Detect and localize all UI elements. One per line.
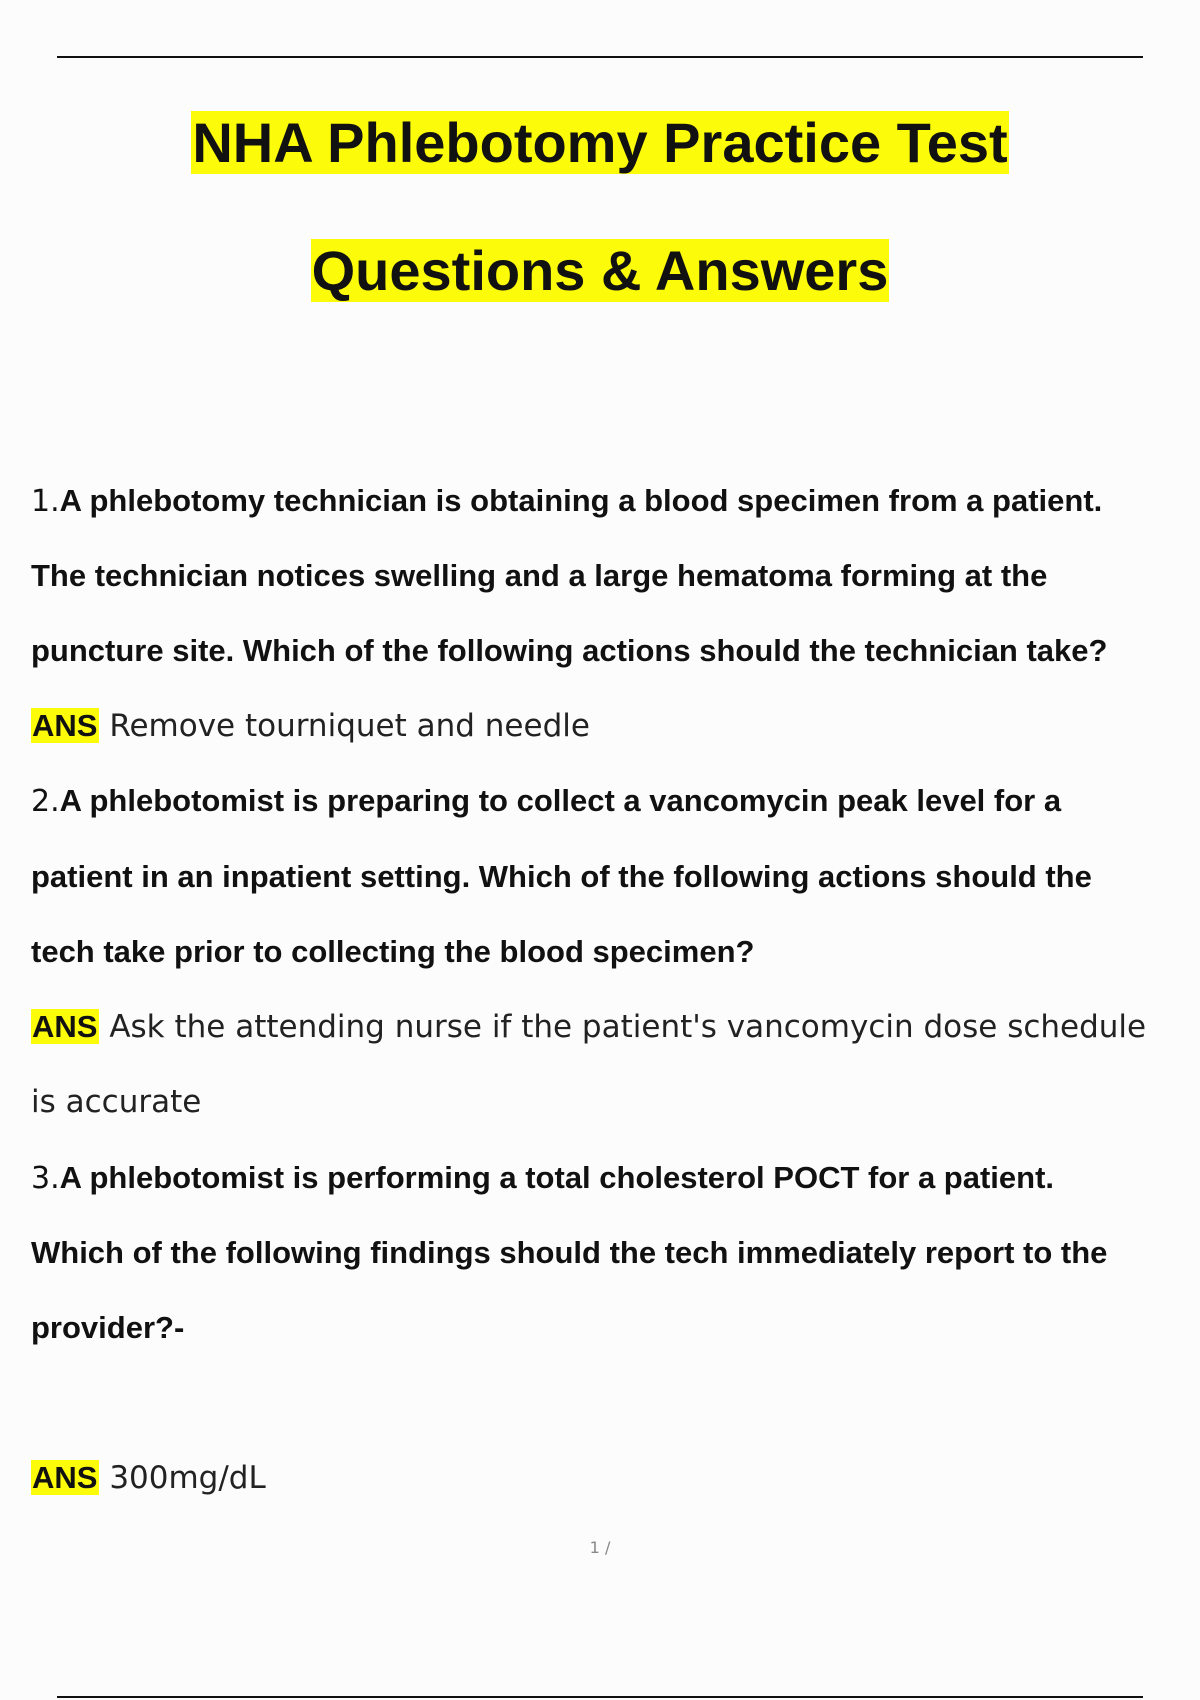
question-1-line-3: puncture site. Which of the following actions should the technician take? <box>31 633 1108 668</box>
answer-1-text: Remove tourniquet and needle <box>109 708 590 744</box>
answer-3-text: 300mg/dL <box>109 1460 266 1496</box>
question-2-line-2: patient in an inpatient setting. Which of the following actions should the <box>31 859 1092 894</box>
question-2-line-1 <box>31 781 1061 822</box>
answer-label: ANS <box>32 708 98 743</box>
page-number: 1 / <box>589 1538 611 1557</box>
answer-2-text: Ask the attending nurse if the patient's vancomycin dose schedule <box>109 1009 1147 1045</box>
answer-2-continuation: is accurate <box>31 1084 202 1120</box>
answer-label: ANS <box>32 1460 98 1495</box>
bottom-rule <box>57 1696 1143 1698</box>
question-3-line-3: provider?- <box>31 1310 185 1345</box>
document-title-line-1 <box>0 110 1200 176</box>
question-3-number: 3. <box>31 1161 60 1196</box>
answer-2 <box>31 1007 1146 1047</box>
question-3-line-2: Which of the following findings should the tech immediately report to the <box>31 1235 1108 1270</box>
answer-label: ANS <box>32 1009 98 1044</box>
question-1-text: A phlebotomy technician is obtaining a blood specimen from a patient. <box>59 483 1103 518</box>
document-title-line-2 <box>0 238 1200 304</box>
question-2-line-3: tech take prior to collecting the blood specimen? <box>31 934 755 969</box>
question-3-text: A phlebotomist is performing a total cholesterol POCT for a patient. <box>59 1160 1055 1195</box>
answer-1 <box>31 706 590 746</box>
question-1-line-2: The technician notices swelling and a large hematoma forming at the <box>31 558 1048 593</box>
title-highlight: Questions & Answers <box>311 239 889 302</box>
question-1-line-1 <box>31 481 1102 522</box>
top-rule <box>57 56 1143 58</box>
question-3-line-1 <box>31 1158 1054 1199</box>
question-2-number: 2. <box>31 784 60 819</box>
answer-3 <box>31 1458 266 1498</box>
question-2-text: A phlebotomist is preparing to collect a vancomycin peak level for a <box>59 783 1062 818</box>
question-1-number: 1. <box>31 484 60 519</box>
title-highlight: NHA Phlebotomy Practice Test <box>192 111 1008 174</box>
